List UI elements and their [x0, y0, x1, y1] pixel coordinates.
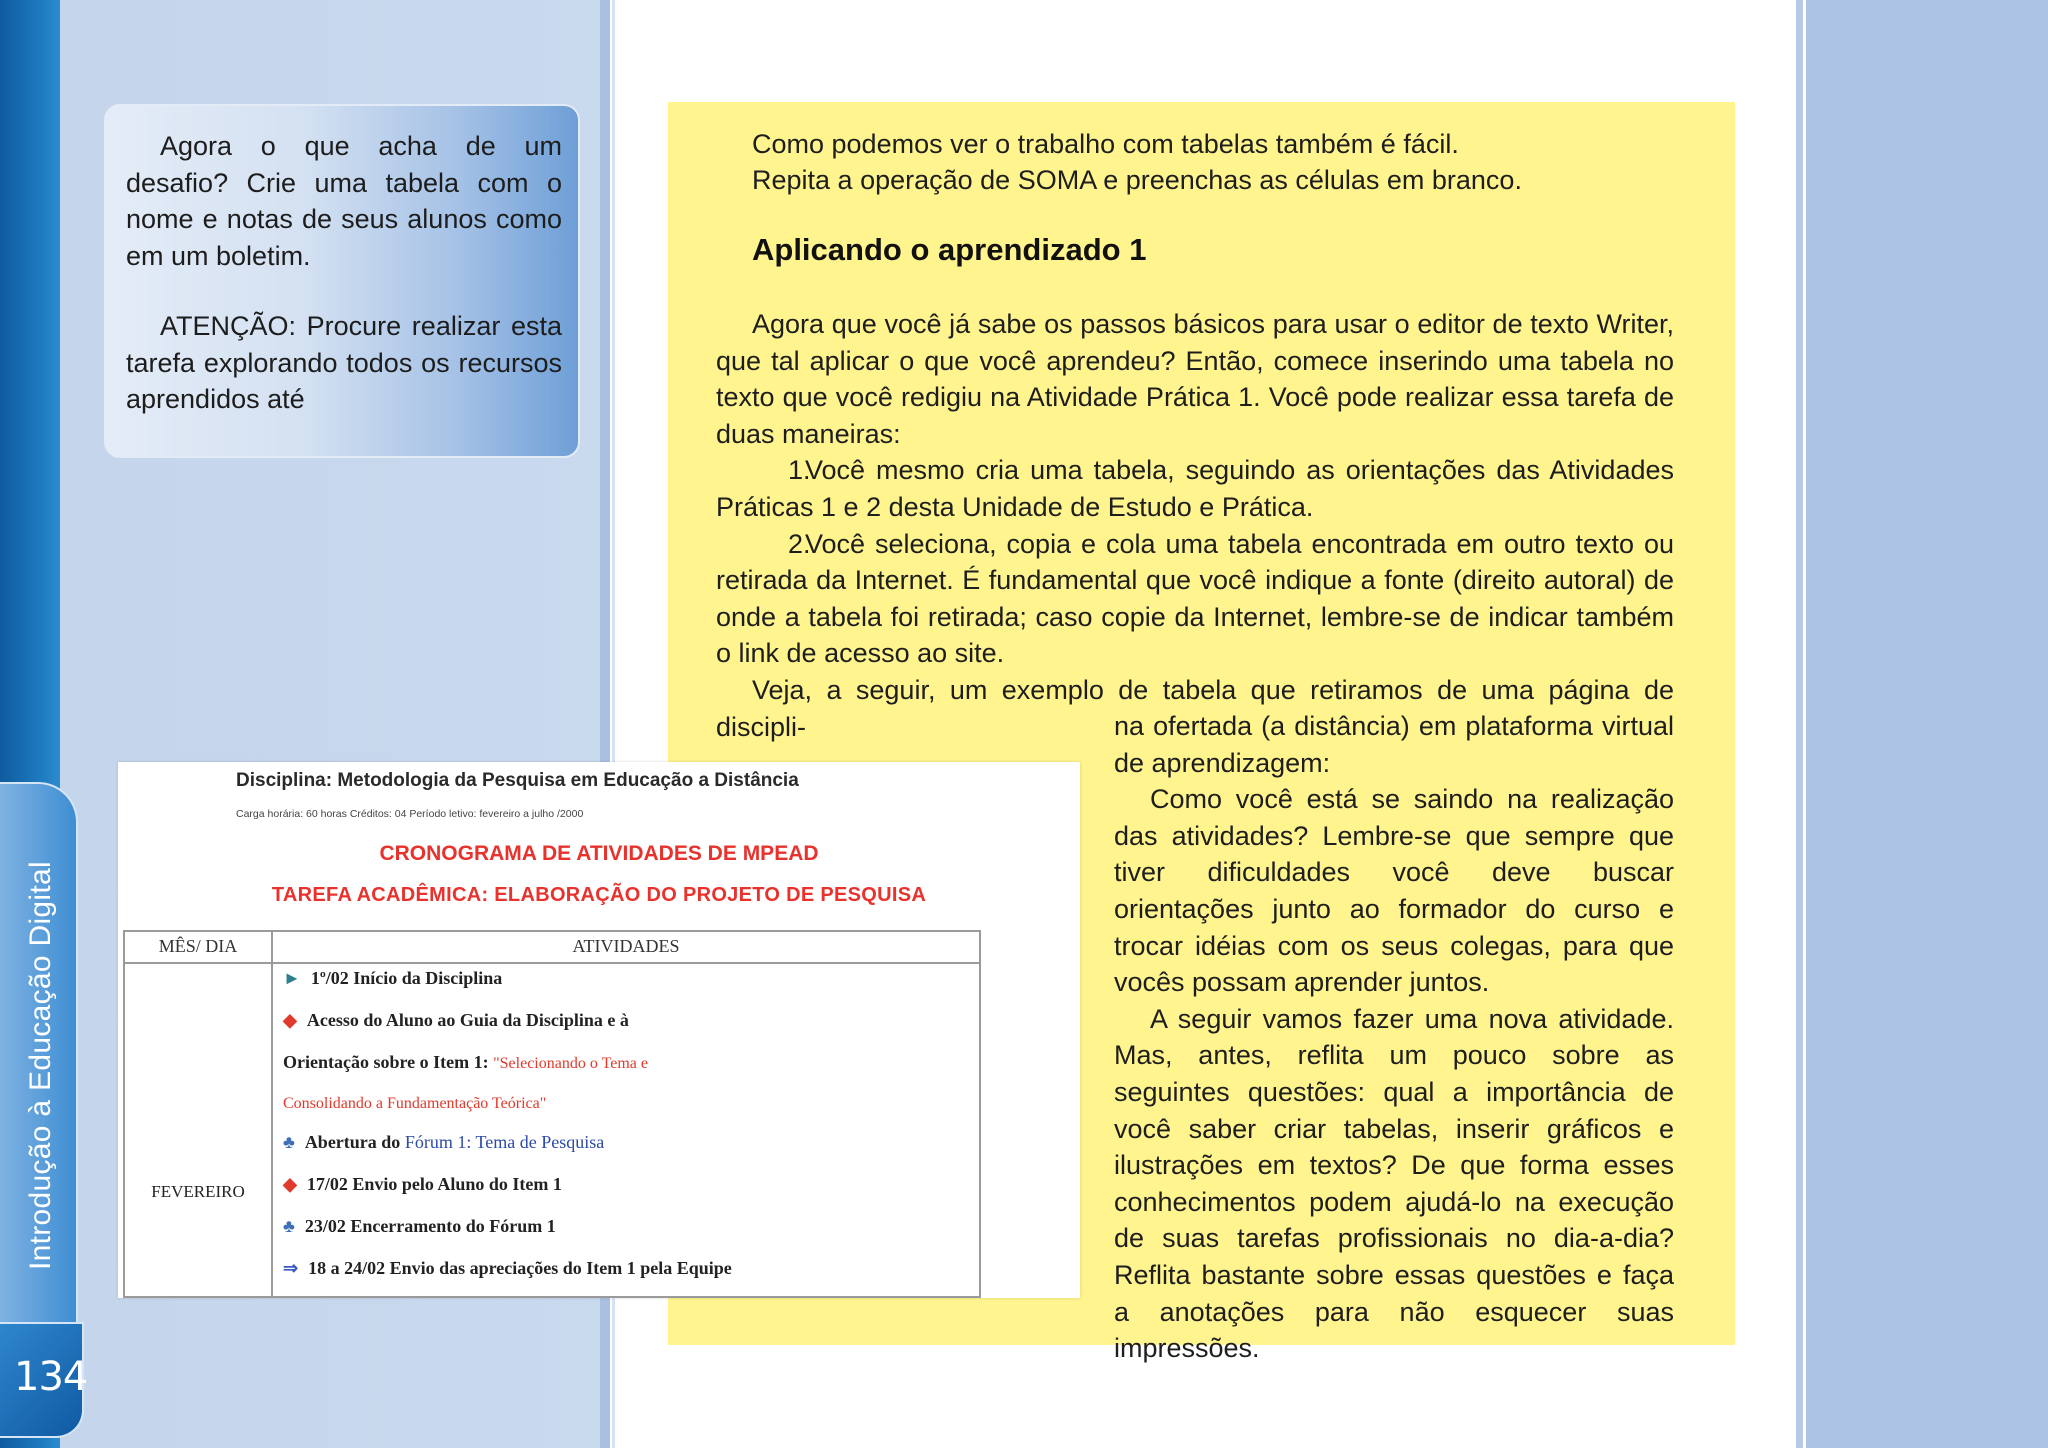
figure-course-meta: Carga horária: 60 horas Créditos: 04 Período letivo: fevereiro a julho /2000	[236, 808, 584, 820]
activity-row	[283, 1132, 604, 1153]
activity-text: 1º/02 Início da Disciplina	[310, 968, 503, 988]
wrapped-text-block	[1114, 708, 1674, 1367]
activity-row	[283, 1216, 556, 1237]
book-title-vertical: Introdução à Educação Digital	[24, 861, 57, 1270]
activity-row	[283, 1174, 562, 1195]
figure-course-title: Disciplina: Metodologia da Pesquisa em Educação a Distância	[236, 770, 799, 791]
activity-text: Acesso do Aluno ao Guia da Disciplina e à	[306, 1010, 629, 1030]
diamond-bullet-icon: ◆	[283, 1174, 297, 1194]
paragraph-progress: Como você está se saindo na realização das atividades? Lembre-se que sempre que tiver dificuldades você deve buscar orientações junto ao formador do curso e trocar idéias com os seus colegas, para que vocês possam aprender juntos.	[1114, 784, 1674, 998]
forum-link: Fórum 1: Tema de Pesquisa	[404, 1132, 605, 1152]
page-number: 134	[14, 1354, 88, 1400]
paragraph-reflection: A seguir vamos fazer uma nova atividade. Mas, antes, reflita um pouco sobre as seguintes questões: qual a importância de você saber criar tabelas, inserir gráficos e ilustrações em textos? De que forma esses conhecimentos podem ajudá-lo na execução de suas tarefas profissionais no dia-a-dia? Reflita bastante sobre essas questões e faça a anotações para não esquecer suas impressões.	[1114, 1003, 1674, 1364]
challenge-callout	[104, 104, 580, 458]
club-bullet-icon: ♣	[283, 1216, 295, 1236]
paragraph-example-end: na ofertada (a distância) em plataforma virtual de aprendizagem:	[1114, 711, 1674, 778]
activity-row	[283, 968, 502, 989]
list-item-1	[716, 452, 1674, 525]
activity-text: 17/02 Envio pelo Aluno do Item 1	[306, 1174, 562, 1194]
table-cell-month: FEVEREIRO	[151, 1182, 245, 1201]
table-header-month: MÊS/ DIA	[158, 936, 238, 956]
right-column-divider	[1796, 0, 1803, 1448]
callout-attention-text: ATENÇÃO: Procure realizar esta tarefa explorando todos os recursos aprendidos até	[126, 311, 562, 415]
right-column-background	[1806, 0, 2048, 1448]
activity-row	[283, 1092, 546, 1113]
club-bullet-icon: ♣	[283, 1132, 295, 1152]
callout-challenge-text: Agora o que acha de um desafio? Crie uma tabela com o nome e notas de seus alunos como em um boletim.	[126, 131, 562, 271]
activity-text-highlight: Consolidando a Fundamentação Teórica"	[283, 1095, 547, 1112]
paragraph-example-start: Veja, a seguir, um exemplo de tabela que retiramos de uma página de discipli-	[716, 674, 1674, 742]
section-heading: Aplicando o aprendizado 1	[752, 232, 1147, 267]
activity-text: Abertura do	[304, 1132, 401, 1152]
activity-text: 18 a 24/02 Envio das apreciações do Item 1 pela Equipe	[308, 1258, 732, 1278]
activity-row	[283, 1010, 629, 1031]
main-text-block	[716, 306, 1674, 745]
diamond-bullet-icon: ◆	[283, 1010, 297, 1030]
list-item-2	[716, 526, 1674, 672]
activity-row	[283, 1258, 732, 1279]
activity-text: Orientação sobre o Item 1:	[283, 1052, 489, 1072]
schedule-table	[123, 930, 981, 1298]
figure-task-subheader: TAREFA ACADÊMICA: ELABORAÇÃO DO PROJETO DE PESQUISA	[271, 884, 927, 906]
intro-line-1: Como podemos ver o trabalho com tabelas também é fácil.	[752, 129, 1459, 159]
activity-text: 23/02 Encerramento do Fórum 1	[304, 1216, 556, 1236]
list-item-1-number: 1.	[788, 455, 811, 486]
schedule-table-figure	[118, 762, 1080, 1298]
list-item-1-text: Você mesmo cria uma tabela, seguindo as orientações das Atividades Práticas 1 e 2 desta Unidade de Estudo e Prática.	[716, 455, 1674, 522]
list-item-2-text: Você seleciona, copia e cola uma tabela encontrada em outro texto ou retirada da Internet. É fundamental que você indique a fonte (direito autoral) de onde a tabela foi retirada; caso copie da Internet, lembre-se de indicar também o link de acesso ao site.	[716, 528, 1674, 669]
intro-line-2: Repita a operação de SOMA e preenchas as células em branco.	[752, 165, 1522, 195]
arrow-bullet-icon: ►	[283, 968, 301, 988]
paragraph-intro: Agora que você já sabe os passos básicos para usar o editor de texto Writer, que tal aplicar o que você aprendeu? Então, comece inserindo uma tabela no texto que você redigiu na Atividade Prática 1. Você pode realizar essa tarefa de duas maneiras:	[716, 309, 1674, 449]
double-arrow-bullet-icon: ⇒	[283, 1258, 299, 1278]
table-column-separator	[271, 932, 273, 1298]
list-item-2-number: 2.	[788, 528, 811, 559]
table-header-activities: ATIVIDADES	[572, 936, 680, 956]
table-header-separator	[125, 962, 979, 964]
activity-row	[283, 1052, 648, 1073]
activity-text-highlight: "Selecionando o Tema e	[493, 1055, 648, 1072]
figure-schedule-header: CRONOGRAMA DE ATIVIDADES DE MPEAD	[379, 842, 819, 865]
